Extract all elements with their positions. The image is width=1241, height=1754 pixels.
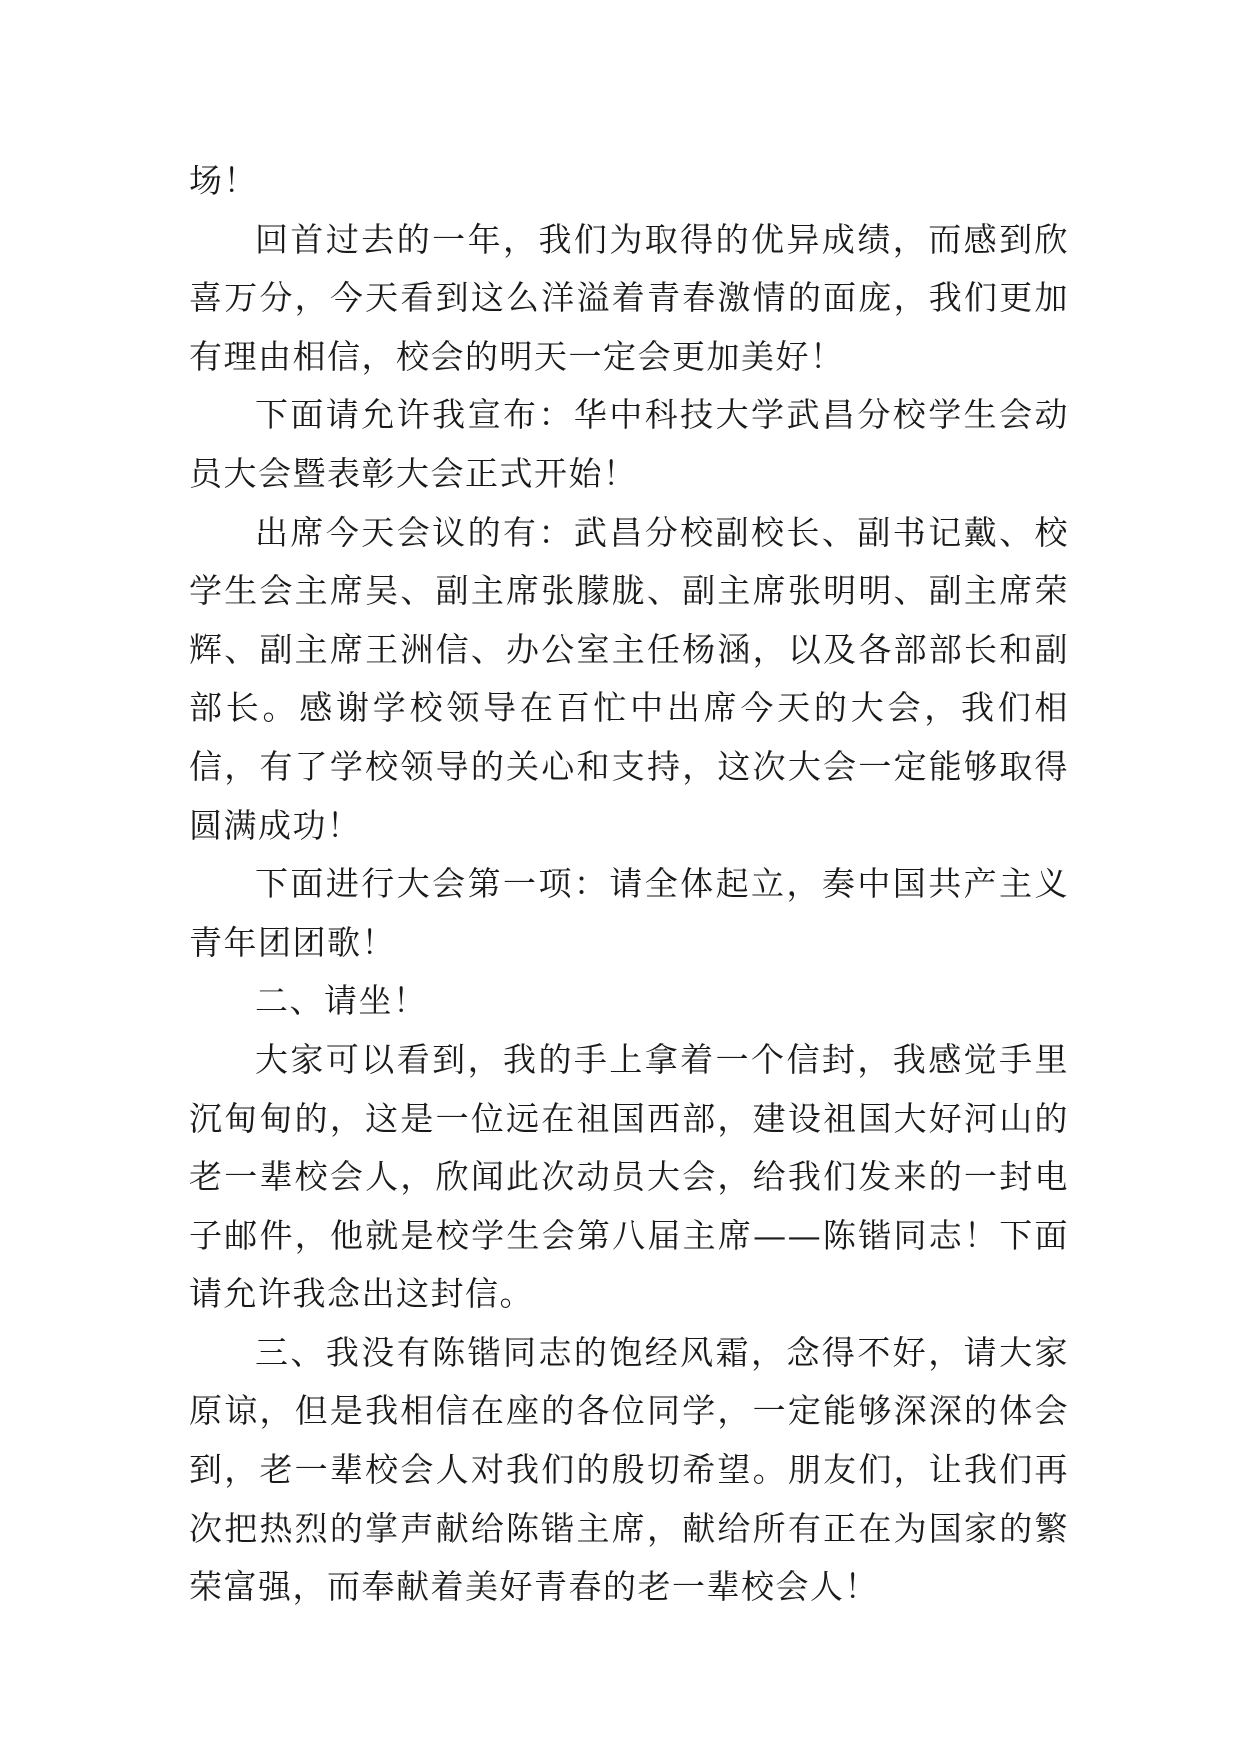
paragraph-announcement: 下面请允许我宣布：华中科技大学武昌分校学生会动员大会暨表彰大会正式开始！ xyxy=(189,395,1069,493)
paragraph-review: 回首过去的一年，我们为取得的优异成绩，而感到欣喜万分，今天看到这么洋溢着青春激情的面庞，我们更加有理由相信，校会的明天一定会更加美好！ xyxy=(189,219,1069,376)
paragraph-item-two: 二、请坐！ xyxy=(255,981,428,1021)
paragraph-continuation: 场！ xyxy=(189,161,258,200)
paragraph-attendees: 出席今天会议的有：武昌分校副校长、副书记戴、校学生会主席吴、副主席张朦胧、副主席张明明、副主席荣辉、副主席王洲信、办公室主任杨涵，以及各部部长和副部长。感谢学校领导在百忙中出席今天的大会，我们相信，有了学校领导的关心和支持，这次大会一定能够取得圆满成功！ xyxy=(189,512,1069,845)
paragraph-item-three: 三、我没有陈锴同志的饱经风霜，念得不好，请大家原谅，但是我相信在座的各位同学，一定能够深深的体会到，老一辈校会人对我们的殷切希望。朋友们，让我们再次把热烈的掌声献给陈锴主席，献给所有正在为国家的繁荣富强，而奉献着美好青春的老一辈校会人！ xyxy=(189,1332,1069,1607)
paragraph-item-one: 下面进行大会第一项：请全体起立，奏中国共产主义青年团团歌！ xyxy=(189,864,1069,962)
document-body xyxy=(189,152,1069,1617)
paragraph-letter: 大家可以看到，我的手上拿着一个信封，我感觉手里沉甸甸的，这是一位远在祖国西部，建设祖国大好河山的老一辈校会人，欣闻此次动员大会，给我们发来的一封电子邮件，他就是校学生会第八届主席——陈锴同志！下面请允许我念出这封信。 xyxy=(189,1039,1069,1314)
